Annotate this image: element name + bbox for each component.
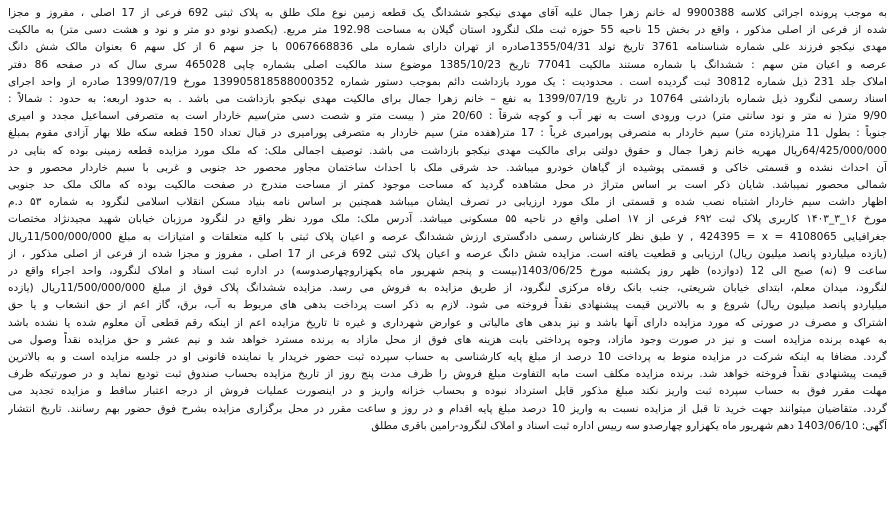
notice-line: اسناد رسمی لنگرود ذیل شماره بازداشتی 10764 در تاریخ 1399/07/19 به نفع – خانم زهرا جمال برای مالکیت مهدی نیکجو بازداشت می باشد . به حدود اربعه: به حدود : شمالاً : bbox=[8, 93, 887, 106]
notice-line: 9/90 متر( نه متر و نود سانتی متر) درب ورودی است به نهر آب و کوچه شرقاً : 20/60 متر ( بیست متر و شصت دسی متر)سیم خاردار است به متصرفی اسماعیل مجدد و امیری bbox=[8, 110, 887, 123]
notice-line: املاک جلد 231 ذیل شماره 30812 ثبت گردیده است . محدودیت : یک مورد بازداشت دائم بموجب دستور شماره 139905818588000352 مورخ 1399/07/19 صادره از واحد اجرای bbox=[8, 75, 887, 88]
notice-line: شمالی محصور نمیباشد. شایان ذکر است بر اساس متراژ در محل مشاهده گردید که مساحت موجود کمتر از مساحت مندرج در صفحت مالکیت بوده که مالک ملک حد جنوبی bbox=[8, 179, 887, 192]
notice-line: مهدی نیکجو فرزند علی شماره شناسنامه 3761 تاریخ تولد 1355/04/31صادره از تهران دارای شماره ملی 0067668836 با جز سهم 6 از کل سهم 6 بعنوان مالک شش دانگ bbox=[8, 41, 887, 54]
notice-line: عرصه و اعیان متن سهم : ششدانگ با شماره مستند مالکیت 77041 تاریخ 1385/10/23 موضوع سند مالکیت اصلی بشماره چاپی 465028 سری سال که در صفحه 86 دفتر bbox=[8, 58, 887, 71]
notice-line: اظهار داشت سیم خاردار اشتباه نصب شده و قسمتی از ملک مورد ارزیابی در تصرف ایشان میباشد همچنین بر اساس نامه بنیاد مسکن انقلاب اسلامی لنگرود به شماره ۵۳ د.م bbox=[8, 196, 887, 209]
notice-line: ساعت 9 (نه) صبح الی 12 (دوازده) ظهر روز یکشنبه مورخ 1403/06/25(بیست و پنجم شهریور ماه یکهزاروچهارصدوسه) در اداره ثبت اسناد و املاک لنگرود، واحد اجراء واقع در bbox=[8, 265, 887, 278]
notice-line: به عهده برنده مزایده است و نیز در صورت وجود مازاد، وجوه پرداختی بابت هزینه های فوق از محل مازاد به برنده مسترد خواهد شد و نیم عشر و حق مزایده نقداً وصول می bbox=[8, 333, 887, 346]
notice-line: جنوباً : بطول 11 متر(یازده متر) سیم خاردار به متصرفی پورامیری غرباً : 17 متر(هفده متر) سیم خاردار به متصرفی پورامیری در قبال تعداد 150 قطعه سکه طلا بهار آزادی مقوم بمبلغ bbox=[8, 127, 887, 140]
notice-line: جغرافیایی 4108065 = y , 424395 = x طبق نظر کارشناس رسمی دادگستری ارزش ششدانگ عرصه و اعیان پلاک ثبتی با کلیه متعلقات و امتیازات به مبلغ 11/500/000/000ریال bbox=[8, 230, 887, 243]
notice-line: (یازده میلیاردو پانصد میلیون ریال) ارزیابی و قطعیت یافته است. مزایده شش دانگ عرصه و اعیان پلاک ثبتی 692 فرعی از 17 اصلی ، مفروز و مجزا شده از فرعی از اصلی مذکور ، از bbox=[8, 247, 887, 260]
notice-line: لنگرود، میدان معلم، ابتدای خیابان شریعتی، جنب بانک رفاه مرکزی لنگرود، از طریق مزایده به فروش می رسد. مزایده ششدانگ پلاک فوق از مبلغ 11/500/000/000ریال (یازده bbox=[8, 282, 887, 295]
notice-line: قیمت پیشنهادی نقداً فروخته خواهد شد. برنده مزایده مکلف است مابه التفاوت مبلغ فروش را ظرف مدت پنج روز از تاریخ مزایده بحساب صندوق ثبت تودیع نماید و در صورتیکه ظرف bbox=[8, 368, 887, 381]
notice-line: مهلت مقرر فوق به حساب سپرده ثبت واریز نکند مبلغ مذکور قابل استرداد نبوده و بحساب خزانه واریز و در اینصورت عملیات فروش از درجه اعتبار ساقط و مزایده تجدید می bbox=[8, 385, 887, 398]
notice-line-signature: آگهی: 1403/06/10 دهم شهریور ماه یکهزارو چهارصدو سه رییس اداره ثبت اسناد و املاک لنگرود-رامین باقری مطلق bbox=[371, 419, 887, 432]
notice-line: گردد. متقاضیان میتوانند جهت خرید تا قبل از مزایده نسبت به واریز 10 درصد مبلغ پایه اقدام و در روز و ساعت مقرر در محل برگزاری مزایده بشرح فوق حضور بهم رسانند. تاریخ انتشار bbox=[8, 402, 887, 415]
notice-line: میلیاردو پانصد میلیون ریال) شروع و به بالاترین قیمت پیشنهادی نقداً فروخته می شود. لازم به ذکر است پرداخت بدهی های مربوط به آب، برق، گاز اعم از حق انشعاب و یا حق bbox=[8, 299, 887, 312]
notice-line: به موجب پرونده اجرائی کلاسه 9900388 له خانم زهرا جمال علیه آقای مهدی نیکجو ششدانگ یک قطعه زمین نوع ملک طلق به پلاک ثبتی 692 فرعی از 17 اصلی ، مفروز و مجزا bbox=[8, 7, 887, 19]
notice-line: اشتراک و مصرف در صورتی که مورد مزایده دارای آنها باشد و نیز بدهی های مالیاتی و عوارض شهرداری و غیره تا تاریخ مزایده اعم از اینکه رقم قطعی آن معلوم شده یا نشده باشد bbox=[8, 316, 887, 329]
notice-line: مورخ ۱۶_۳_۱۴۰۳ کاربری پلاک ثبت ۶۹۲ فرعی از ۱۷ اصلی واقع در ناحیه ۵۵ مسکونی میباشد. آدرس ملک: ملک مورد نظر واقع در لنگرود مرزبان خیابان شهید مجیدنژاد مختصات bbox=[8, 213, 887, 226]
notice-line: گردد. مضافا به اینکه شرکت در مزایده منوط به پرداخت 10 درصد از مبلغ پایه کارشناسی به حساب سپرده ثبت حضور خریدار یا نماینده قانونی او در جلسه مزایده است و به بالاترین bbox=[8, 351, 887, 364]
notice-line: شده از فرعی از اصلی مذکور ، واقع در بخش 15 ناحیه 55 حوزه ثبت ملک لنگرود استان گیلان به مساحت 192.98 متر مربع. (یکصدو نودو دو متر و نود و هشت دسی متر) به مالکیت bbox=[8, 24, 887, 37]
notice-line: 64/425/000/000ریال مهریه خانم زهرا جمال و حقوق دولتی برای مالکیت مهدی نیکجو بازداشت می باشد. توصیف اجمالی ملک: که ملک مورد مزایده قطعه زمینی بوده که بنایی در bbox=[8, 144, 887, 157]
notice-line: آن احداث نشده و قسمتی خاکی و قسمتی پوشیده از گیاهان خودرو میباشد. حد شرقی ملک با احداث ساختمان مجاور محصور حد جنوبی و غربی با سیم خاردار محصور و حد bbox=[8, 161, 887, 174]
